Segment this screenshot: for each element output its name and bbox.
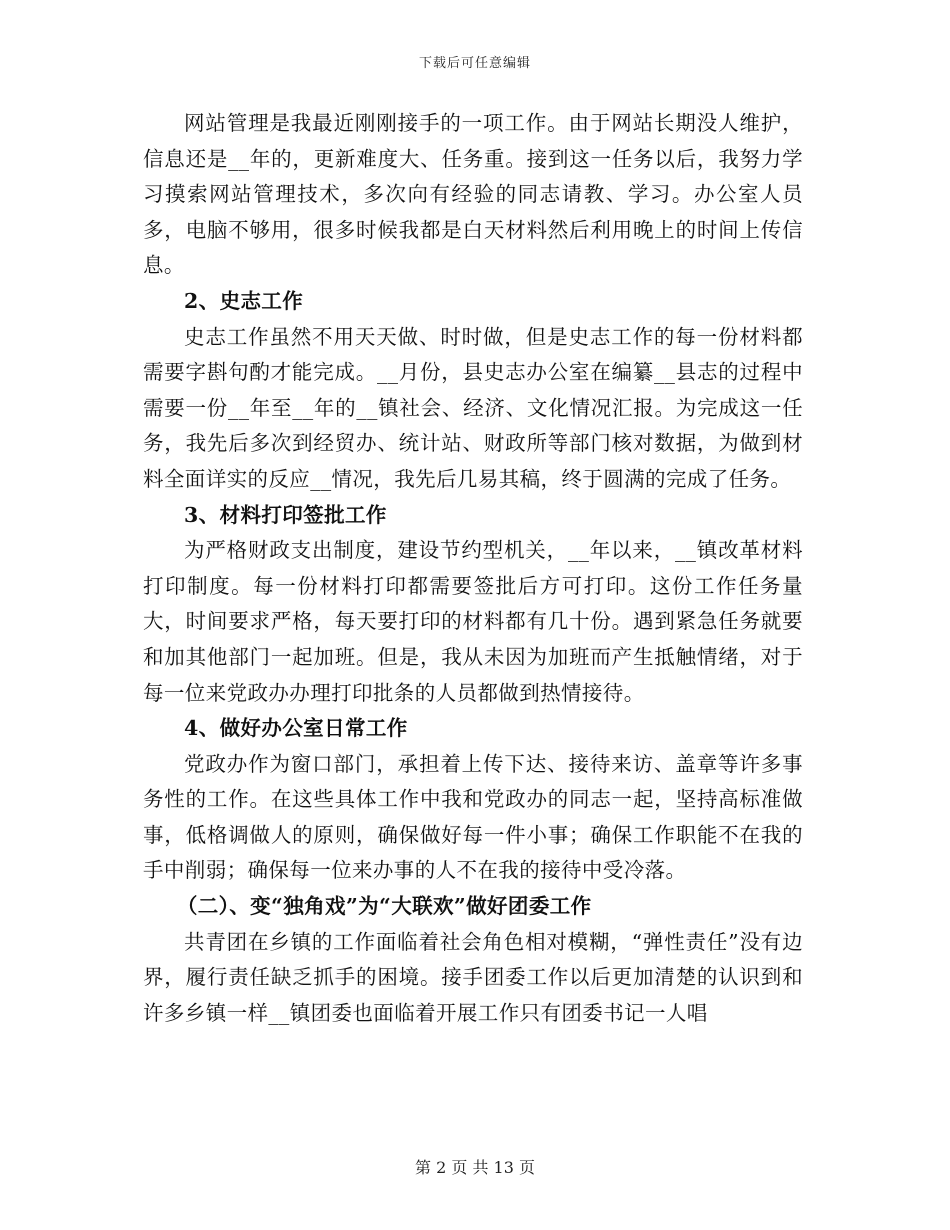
heading-history-work: 2、史志工作 (184, 288, 304, 313)
heading-youth-league: （二）、变“独角戏”为“大联欢”做好团委工作 (176, 894, 592, 919)
page-number: 第 2 页 共 13 页 (415, 1158, 535, 1177)
paragraph-website-management: 网站管理是我最近刚刚接手的一项工作。由于网站长期没人维护，信息还是__年的，更新难度大、任务重。接到这一任务以后，我努力学习摸索网站管理技术，多次向有经验的同志请教、学习。办公室人员多，电脑不够用，很多时候我都是白天材料然后利用晚上的时间上传信息。 (143, 111, 803, 278)
paragraph-office-routine: 党政办作为窗口部门，承担着上传下达、接待来访、盖章等许多事务性的工作。在这些具体工作中我和党政办的同志一起，坚持高标准做事，低格调做人的原则，确保做好每一件小事；确保工作职能不在我的手中削弱；确保每一位来办事的人不在我的接待中受冷落。 (143, 751, 803, 883)
heading-print-approval: 3、材料打印签批工作 (184, 502, 387, 527)
paragraph-print-approval: 为严格财政支出制度，建设节约型机关，__年以来，__镇改革材料打印制度。每一份材料打印都需要签批后方可打印。这份工作任务量大，时间要求严格，每天要打印的材料都有几十份。遇到紧急任务就要和加其他部门一起加班。但是，我从未因为加班而产生抵触情绪，对于每一位来党政办办理打印批条的人员都做到热情接待。 (143, 538, 803, 705)
paragraph-history-work: 史志工作虽然不用天天做、时时做，但是史志工作的每一份材料都需要字斟句酌才能完成。__月份，县史志办公室在编纂__县志的过程中需要一份__年至__年的__镇社会、经济、文化情况汇报。为完成这一任务，我先后多次到经贸办、统计站、财政所等部门核对数据，为做到材料全面详实的反应__情况，我先后几易其稿，终于圆满的完成了任务。 (143, 324, 803, 491)
paragraph-youth-league: 共青团在乡镇的工作面临着社会角色相对模糊，“弹性责任”没有边界，履行责任缺乏抓手的困境。接手团委工作以后更加清楚的认识到和许多乡镇一样__镇团委也面临着开展工作只有团委书记一人唱 (143, 929, 803, 1025)
document-body (143, 106, 803, 1031)
heading-office-routine: 4、做好办公室日常工作 (184, 716, 408, 741)
page-header: 下载后可任意编辑 (418, 56, 531, 71)
